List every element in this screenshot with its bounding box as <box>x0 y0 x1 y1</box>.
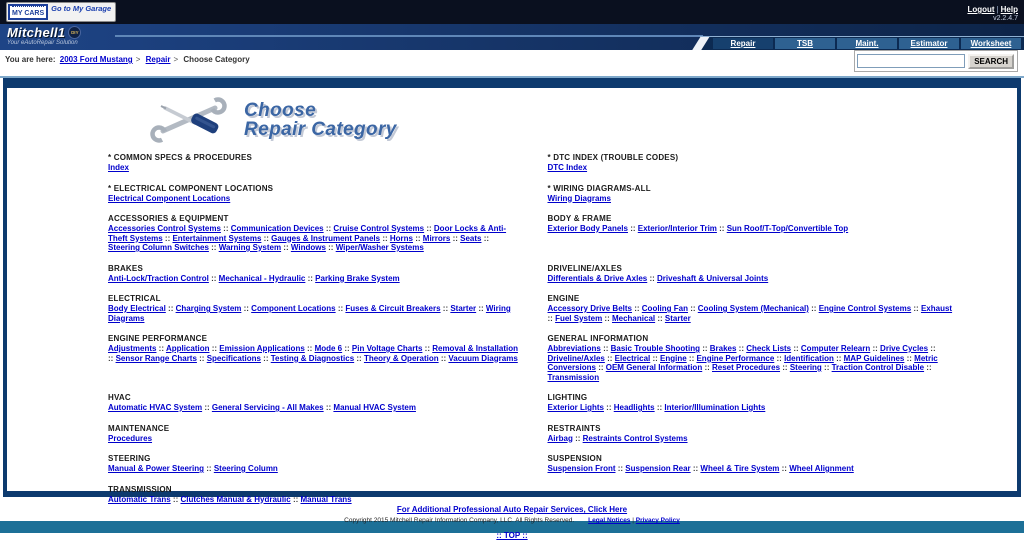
category-link[interactable]: Vacuum Diagrams <box>448 353 518 363</box>
link-separator: :: <box>450 233 461 243</box>
category-section <box>548 454 960 474</box>
link-separator: :: <box>342 344 352 353</box>
privacy-policy-link[interactable]: Privacy Policy <box>635 517 680 524</box>
category-link[interactable]: Differentials & Drive Axles <box>547 273 648 283</box>
category-link[interactable]: Mechanical - Hydraulic <box>218 273 306 283</box>
link-separator: :: <box>702 363 712 372</box>
category-section <box>548 264 960 284</box>
category-link[interactable]: Identification <box>784 353 834 363</box>
category-link[interactable]: Starter <box>450 304 477 313</box>
page-title-line1: Choose <box>244 100 317 121</box>
category-link[interactable]: Accessory Drive Belts <box>547 304 632 313</box>
top-bar <box>0 0 1024 24</box>
link-separator: :: <box>204 464 214 473</box>
link-separator: :: <box>208 243 219 252</box>
category-link[interactable]: Anti-Lock/Traction Control <box>108 273 209 283</box>
category-link[interactable]: Entertainment Systems <box>172 233 262 243</box>
tab-estimator[interactable]: Estimator <box>899 38 959 49</box>
category-link[interactable]: Automatic HVAC System <box>108 403 203 412</box>
category-links <box>548 163 960 173</box>
tools-icon <box>150 97 232 143</box>
help-link[interactable]: Help <box>1000 5 1018 14</box>
category-links <box>548 403 960 413</box>
category-link[interactable]: Electrical Component Locations <box>108 193 231 203</box>
link-separator: :: <box>911 304 921 313</box>
link-separator: :: <box>650 353 661 363</box>
link-separator: :: <box>604 353 615 363</box>
category-link[interactable]: Starter <box>664 313 691 323</box>
link-separator: :: <box>716 224 727 233</box>
go-to-my-garage-label: Go to My Garage <box>51 4 112 13</box>
link-separator: :: <box>808 304 819 313</box>
category-section <box>548 153 960 173</box>
category-link[interactable]: Steering <box>789 363 822 372</box>
logout-link[interactable]: Logout <box>967 5 995 14</box>
category-link[interactable]: Wheel Alignment <box>789 464 854 473</box>
category-section <box>108 393 520 413</box>
link-separator: :: <box>774 353 785 363</box>
category-link[interactable]: Body Electrical <box>108 304 166 313</box>
category-heading: GENERAL INFORMATION <box>547 334 649 343</box>
link-separator: :: <box>196 353 207 363</box>
category-link[interactable]: Testing & Diagnostics <box>270 353 355 363</box>
link-separator: :: <box>603 403 614 412</box>
link-separator: :: <box>547 313 556 323</box>
legal-notices-link[interactable]: Legal Notices <box>588 517 631 524</box>
category-section <box>108 294 520 323</box>
category-links <box>108 274 520 284</box>
category-link[interactable]: Mechanical <box>611 313 656 323</box>
category-heading: RESTRAINTS <box>547 423 601 433</box>
category-link[interactable]: Communication Devices <box>230 224 324 233</box>
category-links <box>108 434 520 444</box>
category-section <box>548 294 960 323</box>
link-separator: :: <box>736 344 747 353</box>
category-link[interactable]: Cooling System (Mechanical) <box>697 304 809 313</box>
category-heading: HVAC <box>108 393 131 402</box>
category-links <box>108 304 520 323</box>
category-link[interactable]: Interior/Illumination Lights <box>664 403 766 412</box>
category-link[interactable]: Engine Performance <box>696 353 775 363</box>
link-separator: :: <box>165 304 176 313</box>
tab-repair[interactable]: Repair <box>713 38 773 49</box>
category-link[interactable]: Accessories Control Systems <box>108 224 221 233</box>
category-link[interactable]: Pin Voltage Charts <box>351 344 423 353</box>
category-section <box>548 424 960 444</box>
category-link[interactable]: Steering Column Switches <box>108 243 209 252</box>
category-heading: ENGINE <box>547 294 580 303</box>
link-separator: :: <box>323 224 334 233</box>
category-link[interactable]: Parking Brake System <box>315 273 400 283</box>
category-link[interactable]: Wiring Diagrams <box>547 193 611 203</box>
category-heading: ACCESSORIES & EQUIPMENT <box>108 214 229 223</box>
link-separator: :: <box>924 363 932 372</box>
category-link[interactable]: Driveshaft & Universal Joints <box>657 273 769 283</box>
tab-worksheet[interactable]: Worksheet <box>961 38 1021 49</box>
category-link[interactable]: Door Locks & Anti-Theft Systems <box>108 224 507 243</box>
link-separator: :: <box>654 403 665 412</box>
professional-services-link[interactable]: For Additional Professional Auto Repair Services, Click Here <box>396 505 628 514</box>
category-heading: ELECTRICAL <box>108 294 161 303</box>
category-link[interactable]: Drive Cycles <box>880 344 929 353</box>
category-link[interactable]: Fuses & Circuit Breakers <box>345 304 441 313</box>
category-section <box>108 153 520 173</box>
category-heading: * DTC INDEX (TROUBLE CODES) <box>547 153 679 162</box>
category-section <box>548 184 960 204</box>
link-separator: :: <box>290 494 301 504</box>
category-links <box>548 194 960 204</box>
search-button[interactable]: SEARCH <box>968 54 1014 69</box>
category-link[interactable]: Application <box>165 344 210 353</box>
diy-badge-icon: DIY <box>68 26 81 39</box>
brand-bar <box>0 24 1024 50</box>
category-heading: DRIVELINE/AXLES <box>547 263 623 273</box>
category-links <box>108 224 520 253</box>
category-link[interactable]: Sensor Range Charts <box>115 353 197 363</box>
content-box <box>3 78 1021 504</box>
link-separator: :: <box>821 363 832 372</box>
category-link[interactable]: Gauges & Instrument Panels <box>271 233 381 243</box>
category-link[interactable]: Headlights <box>613 403 655 412</box>
breadcrumb-separator: > <box>173 55 179 64</box>
category-link[interactable]: Steering Column <box>213 464 278 473</box>
link-separator: :: <box>156 344 166 353</box>
category-link[interactable]: Metric Conversions <box>547 353 938 372</box>
category-heading: ENGINE PERFORMANCE <box>108 334 208 343</box>
category-heading: * WIRING DIAGRAMS-ALL <box>547 183 651 193</box>
category-link[interactable]: Mode 6 <box>314 344 343 353</box>
category-link[interactable]: Electrical <box>614 353 651 363</box>
category-links <box>548 434 960 444</box>
category-link[interactable]: DTC Index <box>547 163 588 172</box>
category-links <box>108 194 520 204</box>
search-panel <box>854 50 1018 72</box>
link-separator: :: <box>208 273 219 283</box>
category-heading: STEERING <box>108 454 151 463</box>
category-link[interactable]: Specifications <box>206 353 261 363</box>
link-separator: :: <box>600 344 611 353</box>
category-link[interactable]: Charging System <box>175 304 242 313</box>
category-link[interactable]: Theory & Operation <box>363 353 439 363</box>
page-title <box>244 101 397 139</box>
category-section <box>108 424 520 444</box>
link-separator: :: <box>572 433 583 443</box>
link-separator: :: <box>655 313 665 323</box>
category-link[interactable]: Airbag <box>547 433 573 443</box>
back-to-top-link[interactable]: :: TOP :: <box>496 531 528 540</box>
link-separator: :: <box>422 344 433 353</box>
category-link[interactable]: Index <box>108 163 129 172</box>
category-heading: LIGHTING <box>547 393 588 402</box>
tab-list <box>713 38 1021 49</box>
category-heading: BRAKES <box>108 263 143 273</box>
category-link[interactable]: Suspension Front <box>547 464 616 473</box>
my-cars-plate-label: MY CARS <box>12 10 45 17</box>
category-links <box>108 163 520 173</box>
mitchell1-logo[interactable] <box>7 25 81 46</box>
category-links <box>548 274 960 284</box>
category-link[interactable]: Mirrors <box>422 233 451 243</box>
category-heading: TRANSMISSION <box>108 484 172 494</box>
link-separator: :: <box>325 243 336 252</box>
category-link[interactable]: Reset Procedures <box>712 363 781 372</box>
category-link[interactable]: Clutches Manual & Hydraulic <box>180 494 291 504</box>
category-link[interactable]: Restraints Control Systems <box>582 433 688 443</box>
breadcrumb-repair-link[interactable]: Repair <box>145 55 171 64</box>
category-heading: SUSPENSION <box>547 454 602 463</box>
swoosh-line <box>115 35 703 37</box>
link-separator: :: <box>162 233 173 243</box>
tab-bar <box>700 36 1024 50</box>
category-link[interactable]: OEM General Information <box>605 363 703 372</box>
breadcrumb-label: You are here: <box>5 55 56 64</box>
link-separator: :: <box>647 273 658 283</box>
link-separator: :: <box>779 464 790 473</box>
link-separator: :: <box>354 353 364 363</box>
plate-decoration <box>12 6 44 9</box>
category-link[interactable]: Basic Trouble Shooting <box>610 344 700 353</box>
category-link[interactable]: Automatic Trans <box>108 494 171 504</box>
category-section <box>108 214 520 253</box>
link-separator: :: <box>791 344 801 353</box>
category-section <box>108 334 520 382</box>
link-separator: :: <box>595 363 606 372</box>
link-separator: :: <box>304 344 315 353</box>
link-separator: :: <box>904 353 915 363</box>
category-link[interactable]: Horns <box>389 233 413 243</box>
category-heading: * COMMON SPECS & PROCEDURES <box>108 153 253 162</box>
link-separator: :: <box>440 304 451 313</box>
category-links <box>548 344 960 382</box>
category-link[interactable]: General Servicing - All Makes <box>211 403 324 412</box>
brand-name: Mitchell1 <box>7 25 66 40</box>
category-link[interactable]: Engine <box>660 353 687 363</box>
tab-maint[interactable]: Maint. <box>837 38 897 49</box>
link-separator: :: <box>476 304 486 313</box>
session-links <box>967 0 1018 24</box>
category-section <box>108 454 520 474</box>
category-heading: MAINTENANCE <box>108 423 170 433</box>
category-link[interactable]: Wiring Diagrams <box>108 304 511 323</box>
category-grid <box>108 153 959 515</box>
category-section <box>108 264 520 284</box>
category-link[interactable]: Exterior/Interior Trim <box>637 224 717 233</box>
link-separator: :: <box>323 403 334 412</box>
category-link[interactable]: Manual HVAC System <box>333 403 416 412</box>
link-separator: :: <box>413 233 423 243</box>
link-separator: :: <box>220 224 231 233</box>
breadcrumb-vehicle-link[interactable]: 2003 Ford Mustang <box>59 55 133 64</box>
category-link[interactable]: Computer Relearn <box>800 344 871 353</box>
category-link[interactable]: Sun Roof/T-Top/Convertible Top <box>726 224 849 233</box>
category-link[interactable]: Brakes <box>709 344 737 353</box>
category-links <box>548 464 960 474</box>
link-separator: :: <box>699 344 710 353</box>
link-separator: :: <box>870 344 881 353</box>
link-separator: :: <box>928 344 936 353</box>
my-cars-plate-icon <box>8 4 48 20</box>
breadcrumb-current: Choose Category <box>183 55 250 64</box>
link-separator: :: <box>690 464 701 473</box>
category-link[interactable]: Traction Control Disable <box>831 363 925 372</box>
link-separator: :: <box>602 313 612 323</box>
link-separator: :: <box>305 273 316 283</box>
link-separator: :: <box>202 403 212 412</box>
category-links <box>108 344 520 363</box>
copyright-text: Copyright 2015 Mitchell Repair Information Company, LLC. All Rights Reserved. <box>344 517 575 524</box>
link-separator: :: <box>170 494 181 504</box>
category-heading: * ELECTRICAL COMPONENT LOCATIONS <box>108 183 274 193</box>
tab-tsb[interactable]: TSB <box>775 38 835 49</box>
link-separator: :: <box>833 353 844 363</box>
diagonal-accent <box>692 37 710 51</box>
category-link[interactable]: Driveline/Axles <box>547 353 605 363</box>
link-separator: :: <box>627 224 638 233</box>
category-heading: BODY & FRAME <box>547 214 612 223</box>
link-separator: :: <box>438 353 449 363</box>
category-link[interactable]: Check Lists <box>746 344 792 353</box>
link-separator: :: <box>481 233 490 243</box>
category-link[interactable]: Wiper/Washer Systems <box>335 243 424 252</box>
category-link[interactable]: Engine Control Systems <box>818 304 912 313</box>
category-link[interactable]: Transmission <box>547 372 600 382</box>
link-separator: :: <box>615 464 626 473</box>
link-separator: :: <box>260 353 271 363</box>
version-label: v2.2.4.7 <box>993 15 1018 22</box>
page-title-graphic <box>150 97 1017 143</box>
category-links <box>548 224 960 234</box>
category-links <box>548 304 960 323</box>
category-link[interactable]: Suspension Rear <box>625 464 691 473</box>
category-link[interactable]: Cruise Control Systems <box>333 224 425 233</box>
category-link[interactable]: Abbreviations <box>547 344 601 353</box>
category-link[interactable]: Exhaust <box>920 304 953 313</box>
link-separator: :: <box>281 243 291 252</box>
page-title-line2: Repair Category <box>244 119 397 140</box>
category-section <box>548 334 960 382</box>
link-separator: :: <box>688 304 698 313</box>
category-link[interactable]: Exterior Body Panels <box>547 224 628 233</box>
breadcrumb-row <box>0 50 1024 76</box>
category-link[interactable]: Cooling Fan <box>641 304 688 313</box>
link-separator: :: <box>424 224 434 233</box>
category-link[interactable]: MAP Guidelines <box>843 353 905 363</box>
category-section <box>108 184 520 204</box>
category-link[interactable]: Fuel System <box>555 313 603 323</box>
category-link[interactable]: Procedures <box>108 433 153 443</box>
category-link[interactable]: Warning System <box>218 243 282 252</box>
category-link[interactable]: Exterior Lights <box>547 403 604 412</box>
breadcrumb-separator: > <box>135 55 141 64</box>
link-separator: :: <box>261 233 272 243</box>
category-link[interactable]: Manual Trans <box>300 494 352 504</box>
category-link[interactable]: Wheel & Tire System <box>700 464 780 473</box>
link-separator: :: <box>241 304 252 313</box>
category-links <box>108 403 520 413</box>
link-separator: :: <box>632 304 642 313</box>
category-link[interactable]: Removal & Installation <box>432 344 519 353</box>
category-link[interactable]: Windows <box>290 243 326 252</box>
link-separator: :: <box>209 344 220 353</box>
category-section <box>548 393 960 413</box>
pipe-separator: | <box>632 517 634 524</box>
category-link[interactable]: Emission Applications <box>219 344 305 353</box>
category-section <box>548 214 960 253</box>
link-separator: :: <box>380 233 390 243</box>
category-link[interactable]: Component Locations <box>251 304 336 313</box>
category-links <box>108 464 520 474</box>
my-cars-button[interactable] <box>6 2 116 22</box>
link-separator: :: <box>780 363 790 372</box>
category-link[interactable]: Manual & Power Steering <box>108 464 205 473</box>
link-separator: :: <box>686 353 697 363</box>
brand-tagline: Your eAutoRepair Solution <box>7 40 78 46</box>
link-separator: :: <box>335 304 346 313</box>
link-separator: :: <box>108 353 116 363</box>
pipe-separator: | <box>996 5 999 14</box>
category-link[interactable]: Adjustments <box>108 344 157 353</box>
category-link[interactable]: Seats <box>460 233 482 243</box>
search-input[interactable] <box>857 54 965 68</box>
